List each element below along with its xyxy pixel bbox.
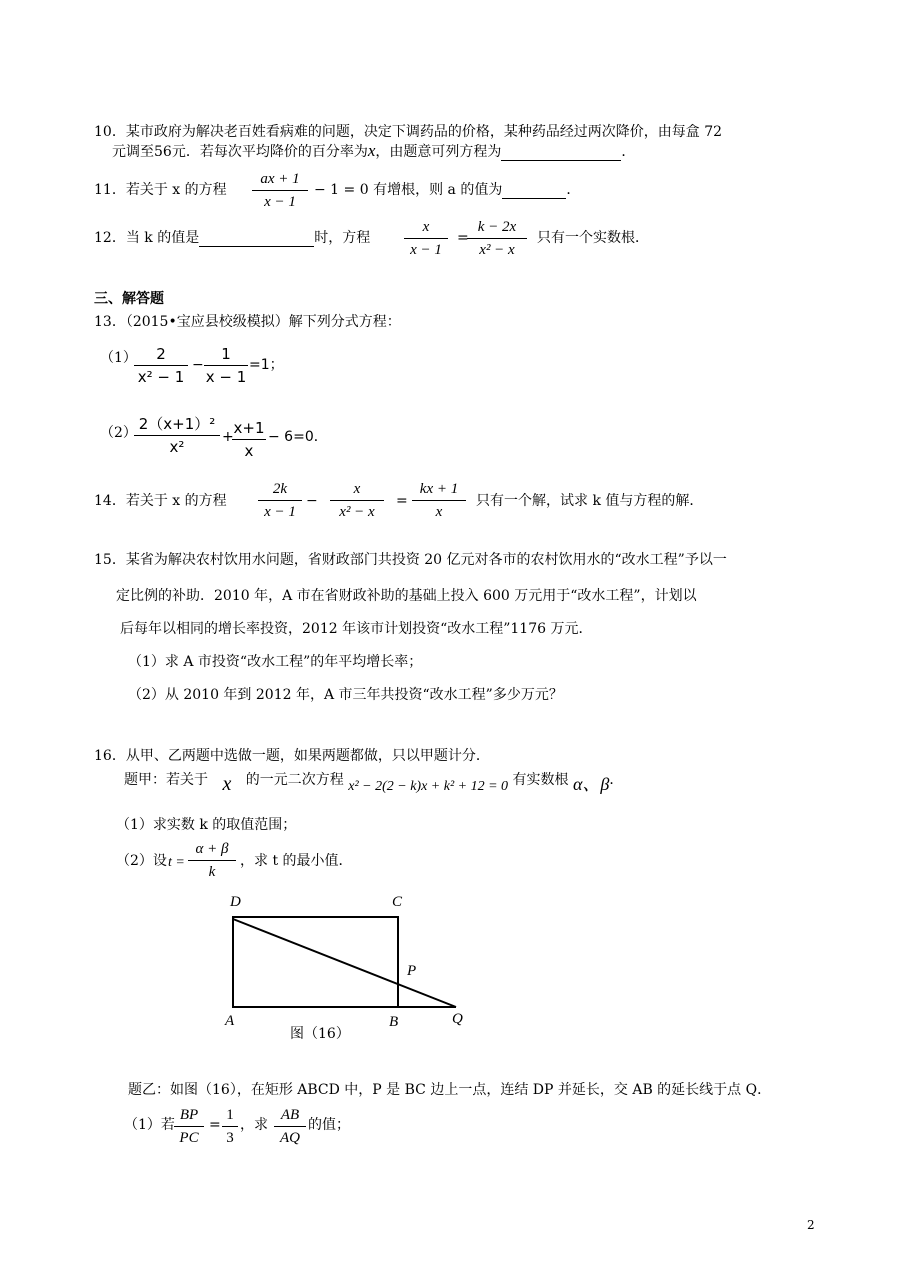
q13-part2-label: （2） bbox=[100, 425, 137, 441]
q13-p2-plus: + bbox=[222, 429, 234, 445]
q13-p2-end: − 6=0． bbox=[268, 429, 328, 445]
q16-yi-sub1-c: 的值； bbox=[308, 1117, 350, 1133]
q13-p2-f1-num: 2（x+1）² bbox=[138, 415, 216, 433]
q16-yi-f1-num: BP bbox=[179, 1107, 199, 1123]
q16-jia-frac-den: k bbox=[208, 864, 216, 880]
line-dq bbox=[233, 919, 456, 1007]
q10-variable: x bbox=[367, 141, 376, 160]
section-heading: 三、解答题 bbox=[94, 291, 164, 307]
q13-p1-f2-num: 1 bbox=[221, 345, 231, 363]
figure-caption: 图（16） bbox=[290, 1026, 350, 1042]
q16-yi-sub1-b: ，求 bbox=[240, 1117, 268, 1133]
q16-jia-end: ． bbox=[609, 772, 624, 788]
q14-f2-den: x² − x bbox=[339, 504, 375, 520]
q12-suffix: 只有一个实数根． bbox=[537, 230, 649, 246]
q16-jia-a: 题甲：若关于 bbox=[124, 772, 208, 788]
q10-text-a: 元调至56元．若每次平均降价的百分率为 bbox=[112, 144, 368, 160]
label-A: A bbox=[225, 1013, 235, 1029]
q16-jia-b: 的一元二次方程 bbox=[245, 772, 344, 788]
q14-f1-den: x − 1 bbox=[264, 504, 296, 520]
q16-yi-eq: = bbox=[209, 1117, 221, 1133]
q13-part1-label: （1） bbox=[100, 350, 137, 366]
q14-f3-num: kx + 1 bbox=[419, 481, 459, 497]
q13-prefix: 13．（2015•宝应县校级模拟）解下列分式方程： bbox=[94, 314, 401, 330]
fraction-bar bbox=[274, 1126, 306, 1127]
q13-p1-f2-den: x − 1 bbox=[205, 368, 247, 386]
q15-line1: 15．某省为解决农村饮用水问题，省财政部门共投资 20 亿元对各市的农村饮用水的“改水工程”予以一 bbox=[94, 552, 727, 568]
q16-jia-equation: x² − 2(2 − k)x + k² + 12 = 0 bbox=[348, 779, 509, 794]
q16-jia-c: 有实数根 bbox=[512, 772, 569, 788]
q16-yi-f1-den: PC bbox=[179, 1130, 199, 1146]
q16-jia-variable: x bbox=[222, 773, 232, 795]
q12-right-num: k − 2x bbox=[477, 219, 517, 235]
q12-prefix: 12．当 k 的值是 bbox=[94, 230, 200, 246]
q16-jia-sub1: （1）求实数 k 的取值范围； bbox=[116, 817, 297, 833]
q15-line3: 后每年以相同的增长率投资，2012 年该市计划投资“改水工程”1176 万元． bbox=[120, 621, 593, 637]
q16-jia-sub2-b: ，求 t 的最小值． bbox=[240, 853, 353, 869]
q16-yi-sub1-a: （1）若 bbox=[124, 1117, 175, 1133]
q16-jia-sub2-a: （2）设 bbox=[116, 853, 167, 869]
q16-line1: 16．从甲、乙两题中选做一题，如果两题都做，只以甲题计分． bbox=[94, 748, 490, 764]
label-P: P bbox=[407, 963, 417, 979]
q11-end: ． bbox=[566, 182, 581, 198]
q16-yi-f2-den: 3 bbox=[226, 1130, 234, 1146]
q14-f2-num: x bbox=[353, 481, 361, 497]
q11-mid: − 1 = 0 有增根，则 a 的值为 bbox=[314, 182, 503, 198]
q15-sub2: （2）从 2010 年到 2012 年，A 市三年共投资“改水工程”多少万元？ bbox=[128, 687, 563, 703]
q16-jia-frac-num: α + β bbox=[195, 841, 229, 857]
q14-f3-den: x bbox=[435, 504, 443, 520]
q11-fraction-num: ax + 1 bbox=[260, 171, 300, 187]
label-B: B bbox=[389, 1014, 399, 1030]
q12-left-num: x bbox=[422, 219, 430, 235]
q10-text-b: ，由题意可列方程为 bbox=[375, 144, 502, 160]
q14-equals: = bbox=[396, 493, 408, 509]
q11-fraction-den: x − 1 bbox=[264, 194, 296, 210]
rectangle-abcd bbox=[233, 917, 398, 1007]
q13-p1-f1-den: x² − 1 bbox=[137, 368, 185, 386]
q14-suffix: 只有一个解，试求 k 值与方程的解． bbox=[476, 493, 704, 509]
q13-p1-minus: − bbox=[192, 357, 204, 373]
q12-equals: = bbox=[457, 230, 469, 246]
q16-yi-fraction1 bbox=[174, 1106, 204, 1147]
label-C: C bbox=[392, 894, 403, 910]
page-number: 2 bbox=[807, 1218, 815, 1232]
q13-p1-end: =1； bbox=[249, 357, 284, 373]
q16-yi-fraction3 bbox=[274, 1106, 306, 1147]
q12-right-den: x² − x bbox=[479, 242, 515, 258]
fraction-bar bbox=[174, 1126, 204, 1127]
fraction-bar bbox=[222, 1126, 238, 1127]
q10-line1: 10．某市政府为解决老百姓看病难的问题，决定下调药品的价格，某种药品经过两次降价，由每盒 72 bbox=[94, 124, 723, 140]
label-Q: Q bbox=[452, 1011, 463, 1027]
q14-f1-num: 2k bbox=[272, 481, 288, 497]
q16-yi-f2-num: 1 bbox=[226, 1107, 234, 1123]
q15-line2: 定比例的补助．2010 年，A 市在省财政补助的基础上投入 600 万元用于“改水工程”，计划以 bbox=[116, 588, 697, 604]
q16-yi-f3-den: AQ bbox=[280, 1130, 300, 1146]
q12-mid: 时，方程 bbox=[314, 230, 371, 246]
q13-p2-f2-den: x bbox=[244, 442, 254, 460]
q14-prefix: 14．若关于 x 的方程 bbox=[94, 493, 227, 509]
q16-jia-sub2-lhs: t = bbox=[168, 855, 185, 870]
q16-yi-line: 题乙：如图（16），在矩形 ABCD 中，P 是 BC 边上一点，连结 DP 并延长，交 AB 的延长线于点 Q． bbox=[128, 1082, 772, 1098]
q13-p2-f1-den: x² bbox=[169, 438, 185, 456]
q16-yi-fraction2 bbox=[222, 1106, 238, 1147]
label-D: D bbox=[230, 894, 241, 910]
q16-jia-roots: α、β bbox=[572, 774, 610, 794]
q12-left-den: x − 1 bbox=[410, 242, 442, 258]
q14-minus: − bbox=[306, 493, 318, 509]
q13-p1-f1-num: 2 bbox=[156, 345, 166, 363]
q11-prefix: 11．若关于 x 的方程 bbox=[94, 182, 227, 198]
q15-sub1: （1）求 A 市投资“改水工程”的年平均增长率； bbox=[128, 654, 423, 670]
q10-end: ． bbox=[621, 144, 636, 160]
q13-p2-f2-num: x+1 bbox=[233, 419, 265, 437]
q16-yi-f3-num: AB bbox=[280, 1107, 300, 1123]
